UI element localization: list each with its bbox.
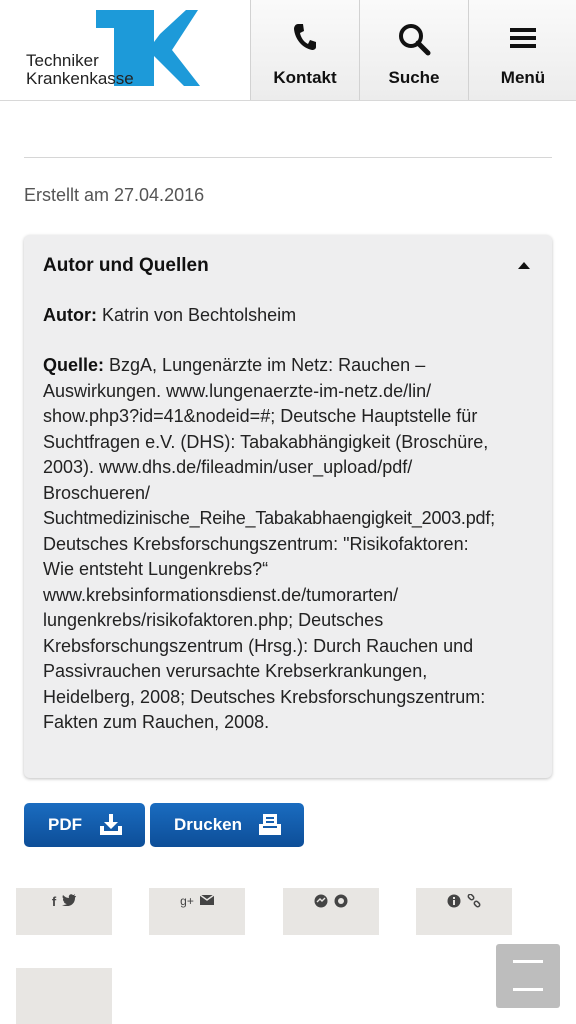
source-line: Suchtfragen e.V. (DHS): Tabakabhängigkeit (Broschüre, xyxy=(43,431,489,452)
source-line: Krebsforschungszentrum (Hrsg.): Durch Rauchen und xyxy=(43,635,474,656)
facebook-icon: f xyxy=(51,894,57,909)
source-line: Heidelberg, 2008; Deutsches Krebsforschungszentrum: xyxy=(43,686,486,707)
source-line: 2003). www.dhs.de/fileadmin/user_upload/pdf/ xyxy=(43,457,413,477)
source-line xyxy=(43,353,543,379)
share-google-mail[interactable] xyxy=(149,888,245,935)
scroll-to-top-button[interactable] xyxy=(496,944,560,1008)
menu-icon xyxy=(509,22,537,52)
source-line: Wie entsteht Lungenkrebs?“ xyxy=(43,559,269,579)
share-info-link[interactable] xyxy=(416,888,512,935)
source-line: Suchtmedizinische_Reihe_Tabakabhaengigkeit_2003.pdf; xyxy=(43,508,495,528)
messenger-icon xyxy=(314,894,328,908)
share-facebook-twitter[interactable] xyxy=(16,888,112,935)
source-label: Quelle: xyxy=(43,355,105,375)
source-block xyxy=(43,353,543,736)
source-line: show.php3?id=41&nodeid=#; Deutsche Hauptstelle für xyxy=(43,406,478,426)
header xyxy=(0,0,576,101)
source-line: Passivrauchen verursachte Krebserkrankungen, xyxy=(43,661,428,681)
print-button[interactable] xyxy=(150,803,304,847)
nav-kontakt-label: Kontakt xyxy=(273,68,337,87)
whatsapp-icon xyxy=(334,894,348,908)
source-line: Deutsches Krebsforschungszentrum: "Risikofaktoren: xyxy=(43,533,469,554)
logo-line1: Techniker xyxy=(26,51,99,70)
divider xyxy=(24,157,552,158)
print-icon xyxy=(258,814,282,836)
twitter-icon xyxy=(62,894,76,906)
info-icon xyxy=(447,894,461,908)
share-messenger-whatsapp[interactable] xyxy=(283,888,379,935)
source-line: www.krebsinformationsdienst.de/tumorarten/ xyxy=(43,584,399,605)
source-line: Broschueren/ xyxy=(43,482,151,503)
scroll-bar-icon-top xyxy=(513,960,543,963)
source-line-text: BzgA, Lungenärzte im Netz: Rauchen – xyxy=(109,355,426,375)
logo-wordmark xyxy=(26,52,134,88)
panel-title[interactable]: Autor und Quellen xyxy=(43,255,209,276)
search-icon xyxy=(397,22,431,56)
logo-line2: Krankenkasse xyxy=(26,69,134,88)
pdf-button-label: PDF xyxy=(48,815,82,834)
nav-suche-label: Suche xyxy=(388,68,440,87)
collapse-arrow-icon[interactable] xyxy=(518,262,530,269)
scroll-bar-icon-bottom xyxy=(513,988,543,991)
google-plus-icon: g+ xyxy=(180,894,194,908)
mail-icon xyxy=(200,894,214,905)
created-date: Erstellt am 27.04.2016 xyxy=(24,185,205,205)
link-icon xyxy=(467,894,481,908)
author-label: Autor: xyxy=(43,305,97,325)
download-icon xyxy=(99,814,123,836)
author-line xyxy=(43,305,296,326)
source-line: Fakten zum Rauchen, 2008. xyxy=(43,712,270,732)
source-line: Auswirkungen. www.lungenaerzte-im-netz.de/lin/ xyxy=(43,380,432,401)
nav-menu-label: Menü xyxy=(500,68,546,87)
author-sources-panel xyxy=(24,235,552,778)
nav-suche[interactable] xyxy=(359,0,468,100)
pdf-download-button[interactable] xyxy=(24,803,145,847)
share-tile-extra[interactable] xyxy=(16,968,112,1024)
tk-logo[interactable] xyxy=(0,0,250,100)
nav-kontakt[interactable] xyxy=(250,0,359,100)
print-button-label: Drucken xyxy=(174,815,243,834)
author-value: Katrin von Bechtolsheim xyxy=(102,305,297,325)
source-line: lungenkrebs/risikofaktoren.php; Deutsches xyxy=(43,610,384,630)
phone-icon xyxy=(292,22,318,52)
nav-menu[interactable] xyxy=(468,0,576,100)
